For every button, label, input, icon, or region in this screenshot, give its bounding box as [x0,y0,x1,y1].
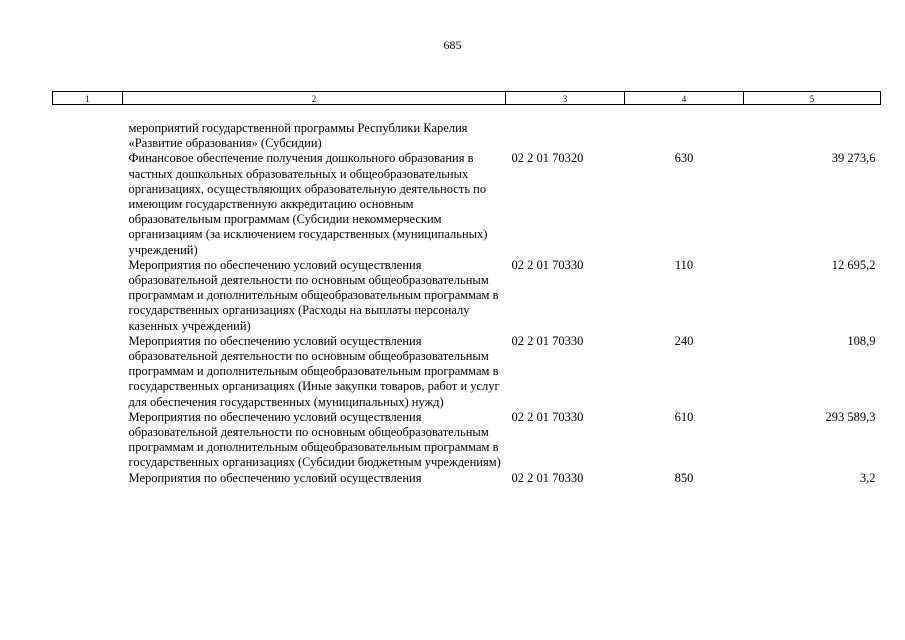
amount: 39 273,6 [831,151,876,166]
expense-name: Мероприятия по обеспечению условий осуществления образовательной деятельности по основным общеобразовательным программам и дополнительным общеобразовательным программам в государственных организациях (Расходы на выплаты персоналу казенных учреждений) [128,257,499,333]
expense-type: 630 [674,151,694,166]
table-row [53,105,881,152]
column-header-1: 1 [53,92,123,105]
amount: 293 589,3 [825,409,876,424]
amount: 12 695,2 [831,257,876,272]
expense-type [625,105,744,152]
amount: 108,9 [847,333,876,348]
table-header-row [53,92,881,105]
row-index-cell [53,471,123,486]
column-header-3: 3 [506,92,625,105]
expense-name: Мероприятия по обеспечению условий осуществления образовательной деятельности по основным общеобразовательным программам и дополнительным общеобразовательным программам в государственных организациях (Иные закупки товаров, работ и услуг для обеспечения государственных (муниципальных) нужд) [128,333,500,409]
expense-type: 240 [674,333,694,348]
expense-name: Мероприятия по обеспечению условий осуществления образовательной деятельности по основным общеобразовательным программам и дополнительным общеобразовательным программам в государственных организациях (Субсидии бюджетным учреждениям) [128,409,501,470]
table-row [53,410,881,471]
row-index-cell [53,105,123,152]
table-row [53,334,881,410]
column-header-4: 4 [625,92,744,105]
expense-type: 610 [674,409,694,424]
expense-type: 850 [674,470,694,485]
table-row [53,258,881,334]
expense-name: Мероприятия по обеспечению условий осуществления [128,470,422,485]
table-row [53,151,881,257]
table-row [53,471,881,486]
expense-type: 110 [674,257,694,272]
target-article-code [506,105,625,152]
budget-table [52,91,881,486]
column-header-5: 5 [744,92,881,105]
column-header-2: 2 [123,92,506,105]
target-article-code: 02 2 01 70330 [511,257,584,272]
expense-name: Финансовое обеспечение получения дошкольного образования в частных дошкольных образовательных и общеобразовательных организациях, осуществляющих образовательную деятельность по имеющим государственную аккредитацию основным образовательным программам (Субсидии некоммерческим организациям (за исключением государственных (муниципальных) учреждений) [128,151,488,257]
target-article-code: 02 2 01 70330 [511,333,584,348]
expense-name: мероприятий государственной программы Республики Карелия «Развитие образования» (Субсидии) [128,121,468,151]
row-index-cell [53,258,123,334]
row-index-cell [53,410,123,471]
row-index-cell [53,151,123,257]
target-article-code: 02 2 01 70330 [511,409,584,424]
target-article-code: 02 2 01 70330 [511,470,584,485]
amount [744,105,881,152]
row-index-cell [53,334,123,410]
page-number: 685 [443,38,462,52]
target-article-code: 02 2 01 70320 [511,151,584,166]
amount: 3,2 [859,470,876,485]
